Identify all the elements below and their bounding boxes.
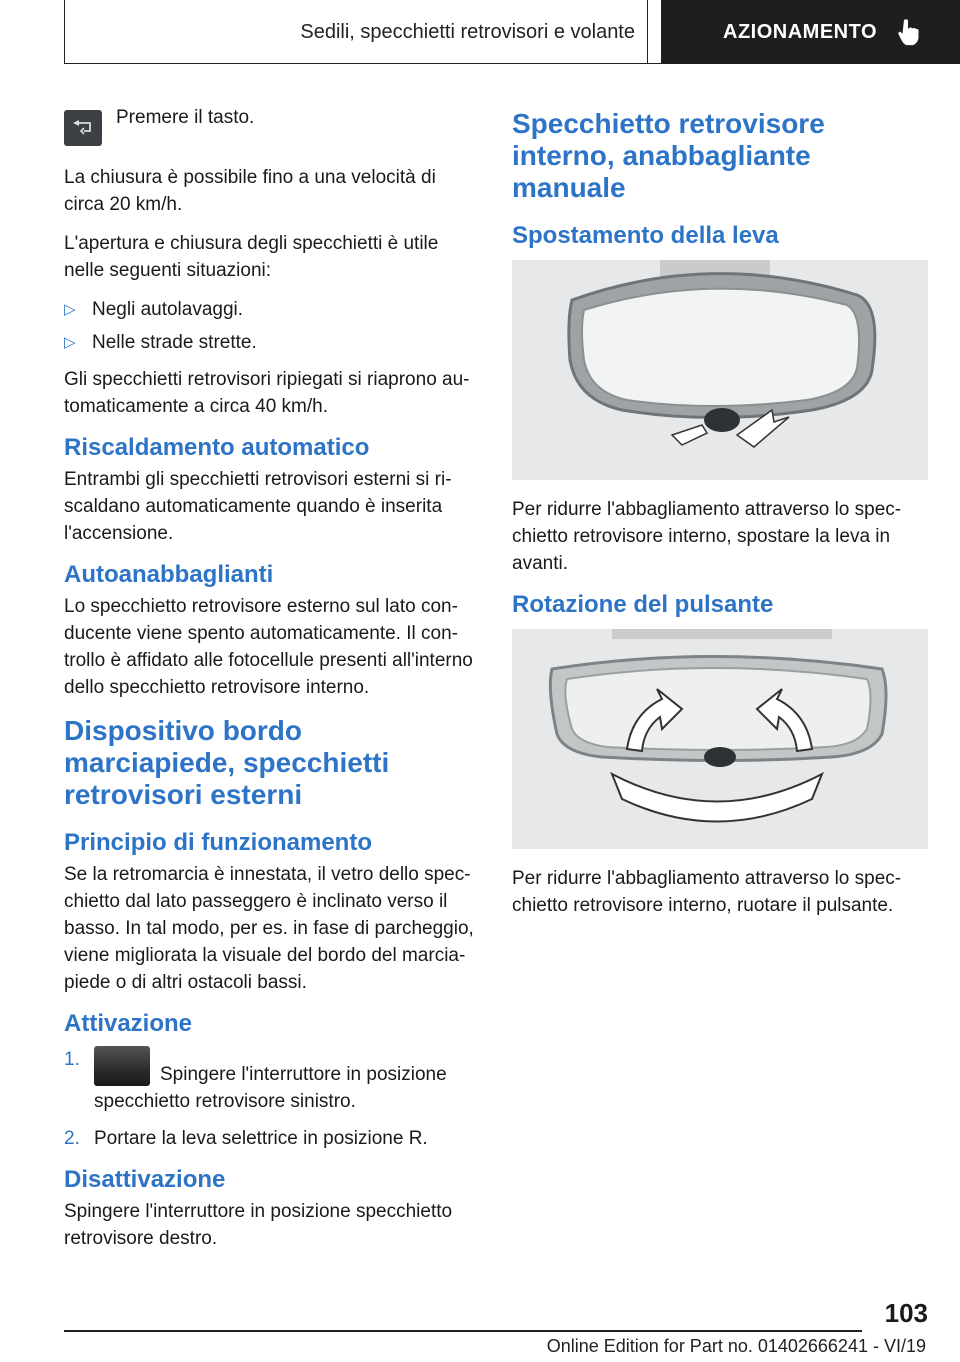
step-number: 2.	[64, 1128, 80, 1149]
heating-text: Entrambi gli specchietti retrovisori esterni si riscaldano automaticamente quando è inserita l'accensione.	[64, 469, 452, 544]
closing-speed-text: La chiusura è possibile fino a una velocità di circa 20 km/h.	[64, 167, 436, 215]
heading-interior-mirror: Specchietto retrovisore interno, anabbagliante manuale	[512, 108, 825, 203]
page-number: 103	[884, 1298, 928, 1328]
mirror-fold-button-icon	[64, 110, 102, 146]
step-item	[64, 1125, 480, 1152]
heading-principle: Principio di funzionamento	[64, 829, 372, 856]
step-number: 1.	[64, 1049, 80, 1070]
heading-curb: Dispositivo bordo marciapiede, specchietti retrovisori esterni	[64, 715, 390, 810]
fold-button-row	[64, 96, 480, 146]
hand-pointer-icon	[897, 18, 919, 46]
heading-knob: Rotazione del pulsante	[512, 591, 774, 618]
mirror-switch-icon	[94, 1046, 150, 1086]
chapter-tab	[661, 0, 960, 64]
principle-text: Se la retromarcia è innestata, il vetro dello specchietto dal lato passeggero è inclinato verso il basso. In tal modo, per es. in fase di parcheggio, viene migliorata la visuale del bordo del marciapiede o di altri ostacoli bassi.	[64, 864, 474, 993]
step-text: Portare la leva selettrice in posizione R.	[94, 1128, 428, 1149]
chapter-title: AZIONAMENTO	[723, 20, 878, 43]
lever-mirror-illustration	[512, 260, 928, 480]
step-text-wrap	[94, 1046, 480, 1115]
bullet-triangle-icon: ▷	[64, 334, 76, 351]
step-item	[64, 1046, 480, 1115]
knob-text: Per ridurre l'abbagliamento attraverso lo specchietto retrovisore interno, ruotare il pulsante.	[512, 868, 902, 916]
step-text: Spingere l'interruttore in posizione specchietto retrovisore sinistro.	[94, 1064, 447, 1112]
activation-steps	[64, 1046, 480, 1152]
heading-dimming: Autoanabbaglianti	[64, 561, 274, 588]
heading-activation: Attivazione	[64, 1010, 193, 1037]
list-item-text: Negli autolavaggi.	[92, 299, 244, 320]
heading-heating: Riscaldamento automatico	[64, 434, 370, 461]
button-instruction: Premere il tasto.	[116, 107, 255, 128]
left-column	[64, 96, 480, 1264]
knob-mirror-illustration	[512, 629, 928, 849]
footer-rule	[64, 1330, 862, 1332]
reopen-text: Gli specchietti retrovisori ripiegati si riaprono automaticamente a circa 40 km/h.	[64, 369, 470, 417]
situations-list	[64, 296, 480, 356]
lever-text: Per ridurre l'abbagliamento attraverso lo specchietto retrovisore interno, spostare la leva in avanti.	[512, 499, 902, 574]
dimming-text: Lo specchietto retrovisore esterno sul lato conducente viene spento automaticamente. Il controllo è affidato alle fotocellule presenti all'interno dello specchietto retrovisore interno.	[64, 596, 473, 698]
heading-lever: Spostamento della leva	[512, 222, 779, 249]
heading-deactivation: Disattivazione	[64, 1166, 226, 1193]
list-item	[64, 329, 480, 356]
list-item-text: Nelle strade strette.	[92, 332, 257, 353]
section-title: Sedili, specchietti retrovisori e volante	[64, 0, 648, 64]
list-item	[64, 296, 480, 323]
edition-text: Online Edition for Part no. 01402666241 - VI/19	[546, 1336, 926, 1356]
useful-situations-text: L'apertura e chiusura degli specchietti è utile nelle seguenti situazioni:	[64, 233, 439, 281]
deactivation-text: Spingere l'interruttore in posizione specchietto retrovisore destro.	[64, 1201, 453, 1249]
bullet-triangle-icon: ▷	[64, 301, 76, 318]
right-column	[512, 96, 928, 931]
